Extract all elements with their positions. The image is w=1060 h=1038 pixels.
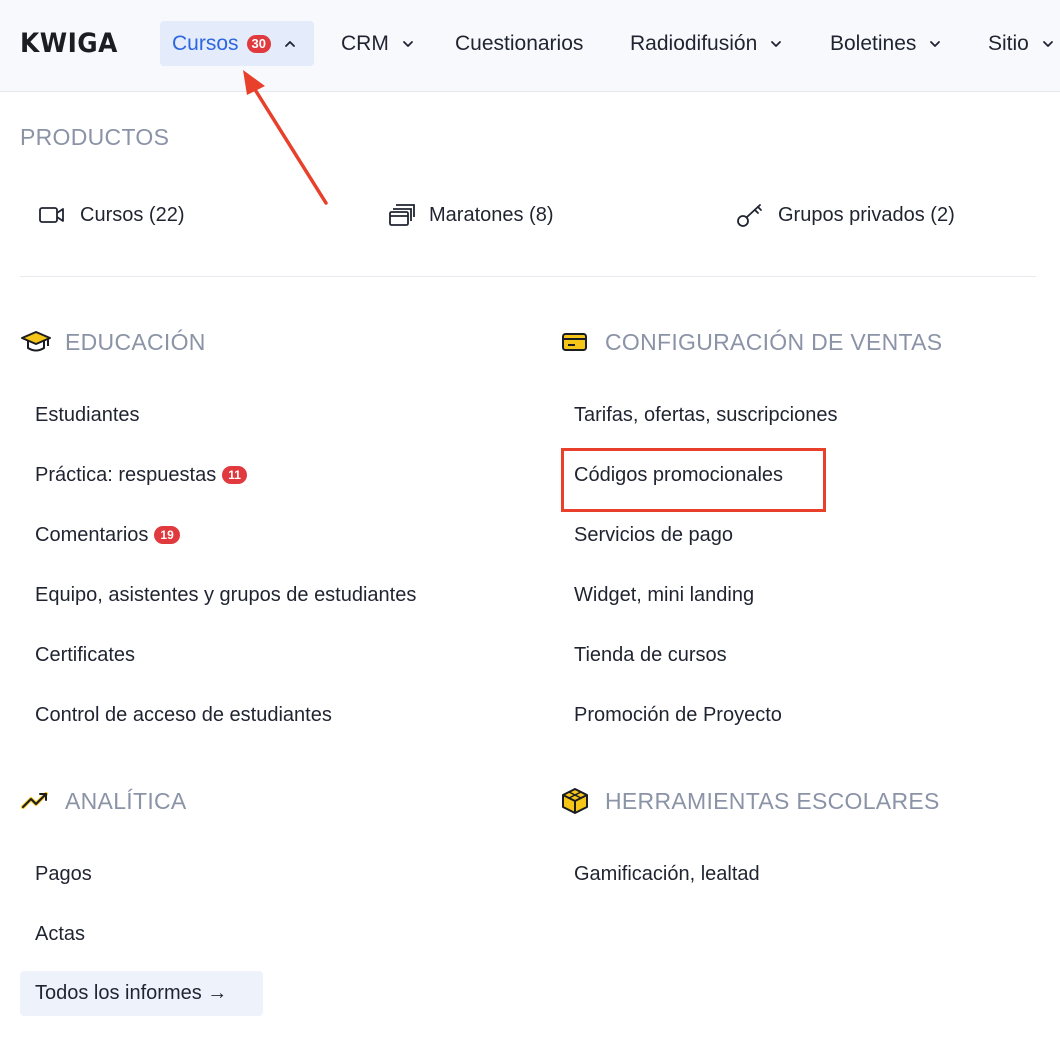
product-maratones[interactable] [387,200,554,230]
link-servicios-pago[interactable] [574,520,733,550]
herramientas-title: HERRAMIENTAS ESCOLARES [605,787,940,814]
annotation-highlight-box [561,448,826,512]
practica-badge: 11 [222,466,247,484]
link-comentarios[interactable] [35,520,180,550]
analitica-header [20,786,187,816]
link-label: Equipo, asistentes y grupos de estudiantes [35,583,417,606]
key-icon [736,201,764,229]
cube-icon [560,787,592,815]
product-maratones-label: Maratones (8) [429,203,554,226]
comentarios-badge: 19 [154,526,179,544]
chevron-up-icon [283,37,297,51]
link-label: Gamificación, lealtad [574,862,760,885]
link-label: Certificates [35,643,136,666]
link-label: Práctica: respuestas [35,463,217,486]
nav-crm-label: CRM [341,31,389,55]
nav-radiodifusion[interactable] [630,21,783,66]
link-estudiantes[interactable] [35,400,140,430]
all-reports-button[interactable]: Todos los informes → [20,971,263,1016]
analitica-title: ANALÍTICA [65,787,187,814]
nav-crm[interactable] [341,21,415,66]
top-navigation-bar [0,0,1060,92]
link-label: Pagos [35,862,92,885]
educacion-header [20,327,206,357]
herramientas-header [560,786,940,816]
link-label: Servicios de pago [574,523,733,546]
video-camera-icon [38,201,66,229]
ventas-title: CONFIGURACIÓN DE VENTAS [605,328,943,355]
product-cursos[interactable] [38,200,184,230]
graduation-cap-icon [20,328,52,356]
nav-boletines[interactable] [830,21,942,66]
link-label: Estudiantes [35,403,140,426]
chevron-down-icon [769,37,783,51]
chevron-down-icon [401,37,415,51]
link-label: Promoción de Proyecto [574,703,782,726]
link-certificates[interactable] [35,640,135,670]
link-gamificacion[interactable] [574,859,760,889]
educacion-title: EDUCACIÓN [65,328,206,355]
stacked-cards-icon [387,201,415,229]
nav-cuestionarios[interactable] [455,21,583,66]
link-pagos[interactable] [35,859,92,889]
chevron-down-icon [1041,37,1055,51]
nav-sitio[interactable] [988,21,1055,66]
nav-cuestionarios-label: Cuestionarios [455,31,584,55]
link-tienda-cursos[interactable] [574,640,727,670]
link-practica-respuestas[interactable] [35,460,247,490]
ventas-header [560,327,942,357]
nav-cursos[interactable] [160,21,314,66]
product-cursos-label: Cursos (22) [80,203,185,226]
chevron-down-icon [928,37,942,51]
credit-card-icon [560,328,592,356]
link-tarifas[interactable] [574,400,837,430]
nav-cursos-label: Cursos [172,31,239,55]
link-widget[interactable] [574,580,754,610]
productos-title: PRODUCTOS [20,124,170,150]
link-label: Actas [35,922,86,945]
link-label: Tienda de cursos [574,643,727,666]
nav-boletines-label: Boletines [830,31,917,55]
product-grupos-privados[interactable] [736,200,955,230]
kwiga-logo[interactable]: KWIGA [20,28,118,59]
nav-sitio-label: Sitio [988,31,1029,55]
link-control-acceso[interactable] [35,700,332,730]
link-label: Códigos promocionales [574,463,784,486]
product-grupos-privados-label: Grupos privados (2) [778,203,955,226]
nav-cursos-badge: 30 [247,35,271,53]
link-label: Control de acceso de estudiantes [35,703,332,726]
trending-up-icon [20,787,52,815]
section-divider [20,276,1036,277]
link-label: Widget, mini landing [574,583,755,606]
nav-radiodifusion-label: Radiodifusión [630,31,758,55]
link-actas[interactable] [35,919,85,949]
link-label: Comentarios [35,523,149,546]
link-promocion-proyecto[interactable] [574,700,782,730]
link-equipo-asistentes[interactable] [35,580,416,610]
link-label: Tarifas, ofertas, suscripciones [574,403,838,426]
